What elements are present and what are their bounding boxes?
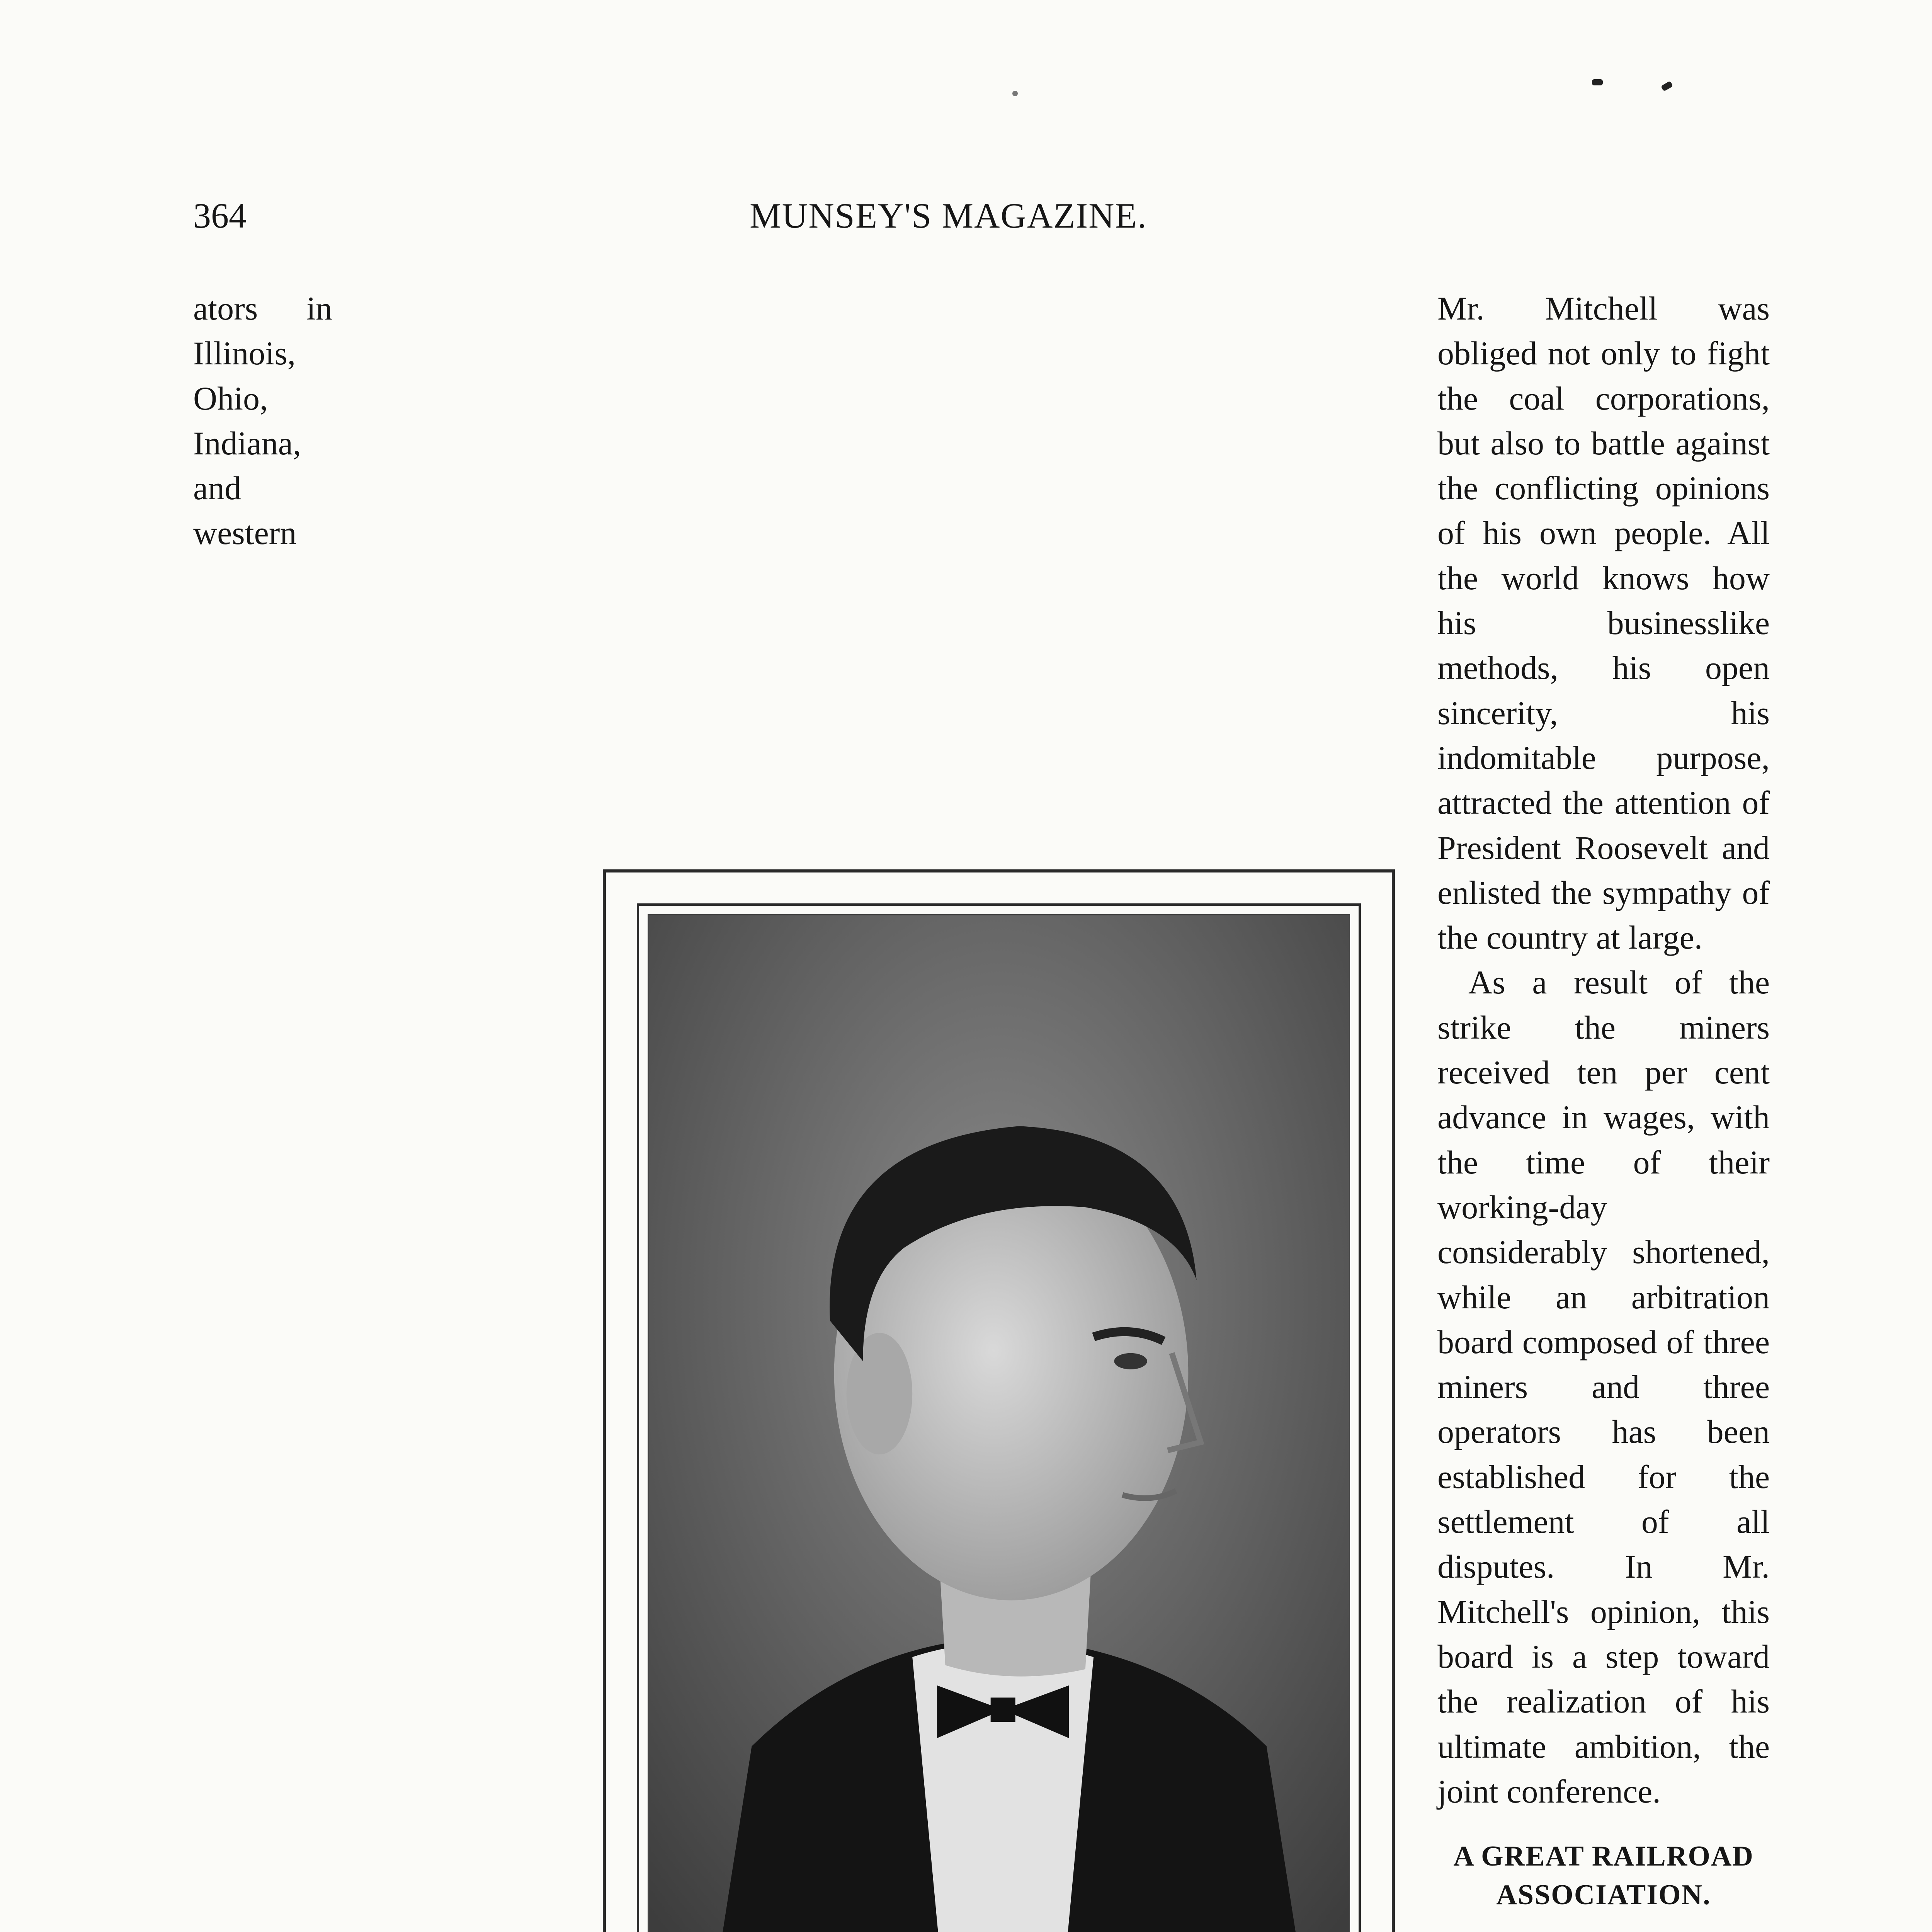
portrait-illustration xyxy=(649,915,1349,1932)
paragraph: ators in Illinois, Ohio, Indiana, and western xyxy=(193,290,332,552)
scan-mark xyxy=(1592,79,1603,85)
portrait-photo xyxy=(648,914,1350,1932)
photo-frame xyxy=(603,869,1395,1932)
scan-mark xyxy=(1661,81,1673,92)
paragraph: Mr. Mitchell was obliged not only to fight the coal corporations, but also to battle against the conflicting opinions of his own people. All the world knows how his businesslike methods, his open sincerity, his indomitable purpose, attracted the attention of President Roosevelt and enlisted the sympathy of the country at large. xyxy=(1437,290,1770,956)
section-heading: A GREAT RAILROAD ASSOCIATION. xyxy=(1453,1840,1754,1911)
page-number: 364 xyxy=(193,196,247,235)
running-title: MUNSEY'S MAGAZINE. xyxy=(750,196,1147,235)
photo-inner-border xyxy=(637,903,1361,1932)
scan-dot xyxy=(1012,91,1018,96)
paragraph: As a result of the strike the miners received ten per cent advance in wages, with the time of their working-day considerably shortened, while an arbitration board composed of three miners and three operators has been established for the settlement of all disputes. In Mr. Mitchell's opinion, this board is a step toward the realization of his ultimate ambition, the joint conference. xyxy=(1437,964,1770,1810)
